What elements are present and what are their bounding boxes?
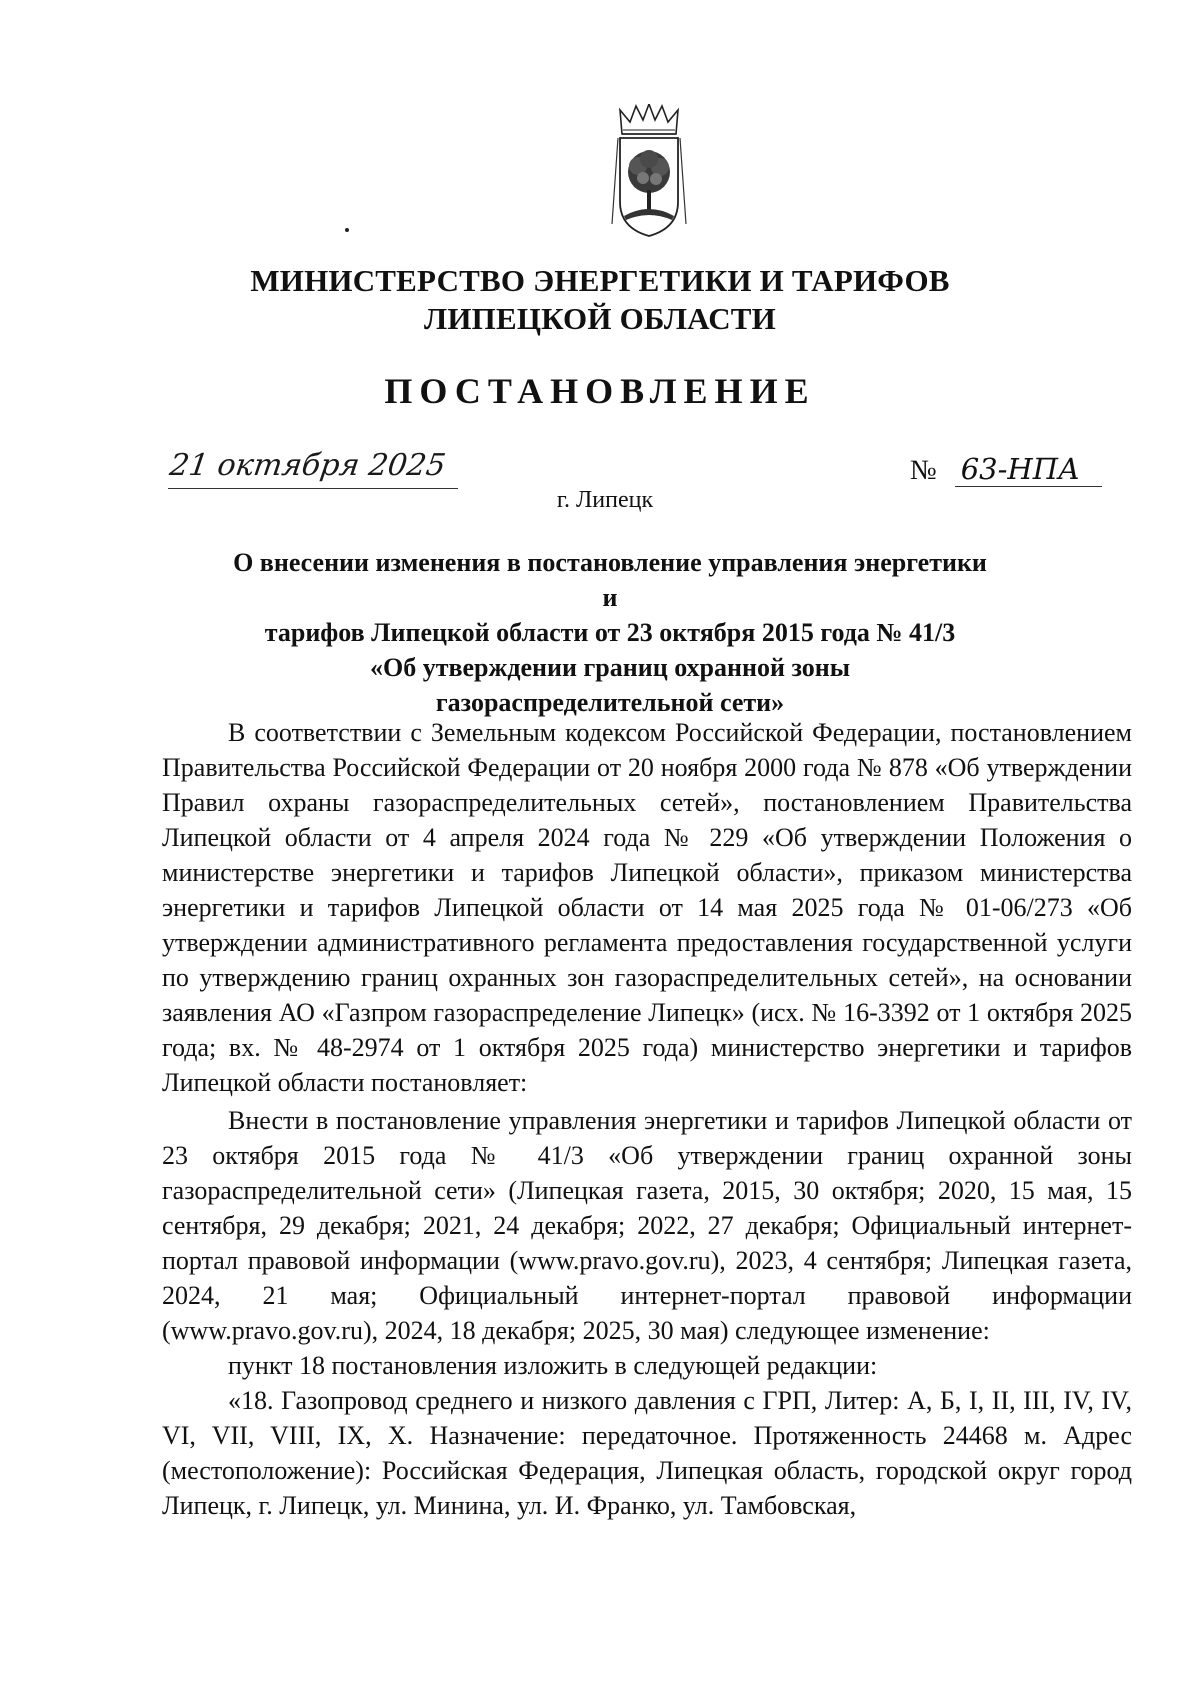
ministry-line-2: ЛИПЕЦКОЙ ОБЛАСТИ xyxy=(424,301,776,336)
coat-of-arms-icon xyxy=(610,104,688,242)
subject-line-4: газораспределительной сети» xyxy=(435,688,785,717)
body-paragraph-2: Внести в постановление управления энергетики и тарифов Липецкой области от 23 октября 2015 года № 41/3 «Об утверждении границ охранной зоны газораспределительной сети» (Липецкая газета, 2015, 30 октября; 2020, 15 мая, 15 сентября, 29 декабря; 2021, 24 декабря; 2022, 27 декабря; Официальный интернет-портал правовой информации (www.pravo.gov.ru), 2023, 4 сентября; Липецкая газета, 2024, 21 мая; Официальный интернет-портал правовой информации (www.pravo.gov.ru), 2024, 18 декабря; 2025, 30 мая) следующее изменение: xyxy=(162,1106,1132,1345)
body-paragraph-4: «18. Газопровод среднего и низкого давления с ГРП, Литер: А, Б, I, II, III, IV, IV, VI, VII, VIII, IX, X. Назначение: передаточное. Протяженность 24468 м. Адрес (местоположение): Российская Федерация, Липецкая область, городской округ город Липецк, г. Липецк, ул. Минина, ул. И. Франко, ул. Тамбовская, xyxy=(162,1386,1132,1520)
handwritten-number: 63-НПА xyxy=(955,452,1102,487)
scan-speck xyxy=(345,228,349,232)
subject-line-1: О внесении изменения в постановление управления энергетики и xyxy=(233,548,987,612)
coat-of-arms-graphic xyxy=(610,104,688,242)
document-number xyxy=(910,452,1110,487)
document-subject xyxy=(230,545,990,720)
handwritten-date: 21 октября 2025 xyxy=(167,448,448,483)
resolution-text xyxy=(162,1103,1132,1523)
number-symbol: № xyxy=(910,455,937,486)
ministry-line-1: МИНИСТЕРСТВО ЭНЕРГЕТИКИ И ТАРИФОВ xyxy=(250,263,950,298)
body-paragraph-1: В соответствии с Земельным кодексом Российской Федерации, постановлением Правительства Российской Федерации от 20 ноября 2000 года № 878 «Об утверждении Правил охраны газораспределительных сетей», постановлением Правительства Липецкой области от 4 апреля 2024 года № 229 «Об утверждении Положения о министерстве энергетики и тарифов Липецкой области», приказом министерства энергетики и тарифов Липецкой области от 14 мая 2025 года № 01-06/273 «Об утверждении административного регламента предоставления государственной услуги по утверждению границ охранных зон газораспределительных сетей», на основании заявления АО «Газпром газораспределение Липецк» (исх. № 16-3392 от 1 октября 2025 года; вх. № 48-2974 от 1 октября 2025 года) министерство энергетики и тарифов Липецкой области постановляет: xyxy=(162,718,1132,1097)
document-type-title: ПОСТАНОВЛЕНИЕ xyxy=(384,371,816,411)
ministry-name xyxy=(0,262,1200,338)
subject-line-2: тарифов Липецкой области от 23 октября 2015 года № 41/3 xyxy=(264,618,956,647)
preamble xyxy=(162,715,1132,1100)
subject-line-3: «Об утверждении границ охранной зоны xyxy=(369,653,851,682)
city-name: г. Липецк xyxy=(556,487,654,513)
body-paragraph-3: пункт 18 постановления изложить в следующей редакции: xyxy=(228,1351,878,1380)
